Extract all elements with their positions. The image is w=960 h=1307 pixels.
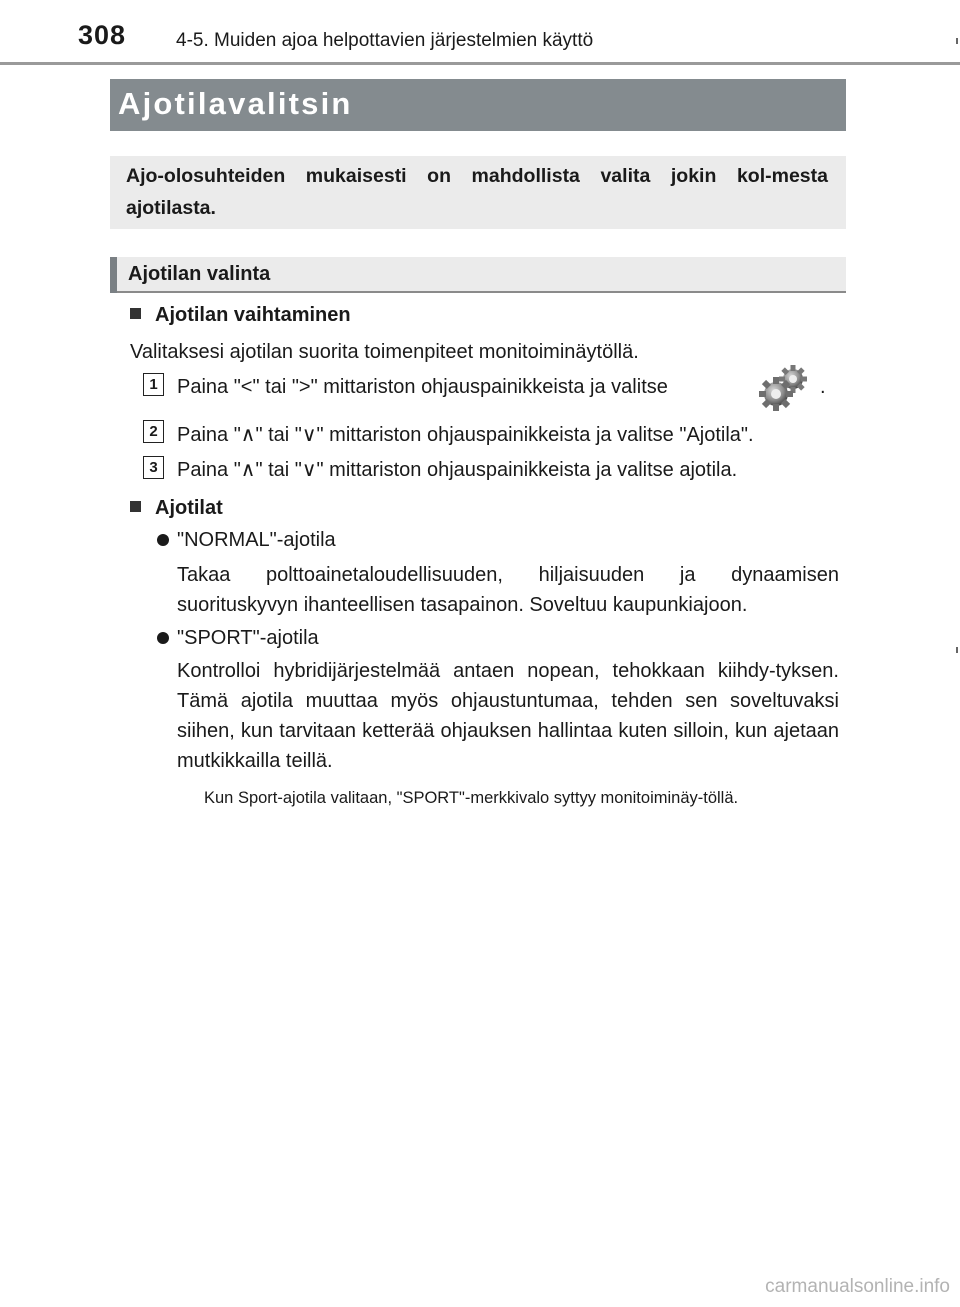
step-text-1-suffix: . xyxy=(820,376,826,398)
step-text-3: Paina "∧" tai "∨" mittariston ohjauspainikkeista ja valitse ajotila. xyxy=(177,459,738,481)
mode-normal-title: "NORMAL"-ajotila xyxy=(177,529,336,551)
step-text-2: Paina "∧" tai "∨" mittariston ohjauspainikkeista ja valitse "Ajotila". xyxy=(177,424,754,446)
mode-sport-desc: Kontrolloi hybridijärjestelmää antaen nopean, tehokkaan kiihdy-tyksen. Tämä ajotila muuttaa myös ohjaustuntumaa, tehden sen soveltuvaksi siihen, kun tarvitaan ketterää ohjauksen hallintaa kuten silloin, kun ajetaan mutkikkailla teillä. xyxy=(177,660,839,772)
margin-mark xyxy=(956,38,958,44)
mode-normal-desc: Takaa polttoainetaloudellisuuden, hiljaisuuden ja dynaamisen suorituskyvyn ihanteellisen tasapainon. Soveltuu kaupunkiajoon. xyxy=(177,564,839,616)
intro-text: Ajo-olosuhteiden mukaisesti on mahdollista valita jokin kol-mesta ajotilasta. xyxy=(126,165,828,219)
step-number-1: 1 xyxy=(143,373,164,396)
round-bullet-icon xyxy=(157,632,169,644)
header-divider xyxy=(0,62,960,65)
mode-sport-title: "SPORT"-ajotila xyxy=(177,627,319,649)
step-number-3: 3 xyxy=(143,456,164,479)
watermark: carmanualsonline.info xyxy=(765,1276,950,1297)
square-bullet-icon xyxy=(130,501,141,512)
heading-modes-text: Ajotilat xyxy=(155,497,223,519)
page-number: 308 xyxy=(78,20,127,50)
round-bullet-icon xyxy=(157,534,169,546)
step-number-2: 2 xyxy=(143,420,164,443)
subsection-title: Ajotilan valinta xyxy=(128,263,271,285)
heading-modes xyxy=(130,497,223,520)
heading-change-mode-text: Ajotilan vaihtaminen xyxy=(155,304,351,326)
square-bullet-icon xyxy=(130,308,141,319)
step-text-1: Paina "<" tai ">" mittariston ohjauspainikkeista ja valitse xyxy=(177,376,668,398)
subsection-accent-bar xyxy=(110,257,117,293)
margin-mark xyxy=(956,647,958,653)
section-title: Ajotilavalitsin xyxy=(118,86,353,121)
heading-change-mode xyxy=(130,304,351,327)
chapter-title: 4-5. Muiden ajoa helpottavien järjestelmien käyttö xyxy=(176,30,594,51)
sport-note: Kun Sport-ajotila valitaan, "SPORT"-merkkivalo syttyy monitoiminäy-töllä. xyxy=(204,789,739,807)
lead-text: Valitaksesi ajotilan suorita toimenpiteet monitoiminäytöllä. xyxy=(130,341,639,363)
settings-gears-icon xyxy=(755,364,813,412)
